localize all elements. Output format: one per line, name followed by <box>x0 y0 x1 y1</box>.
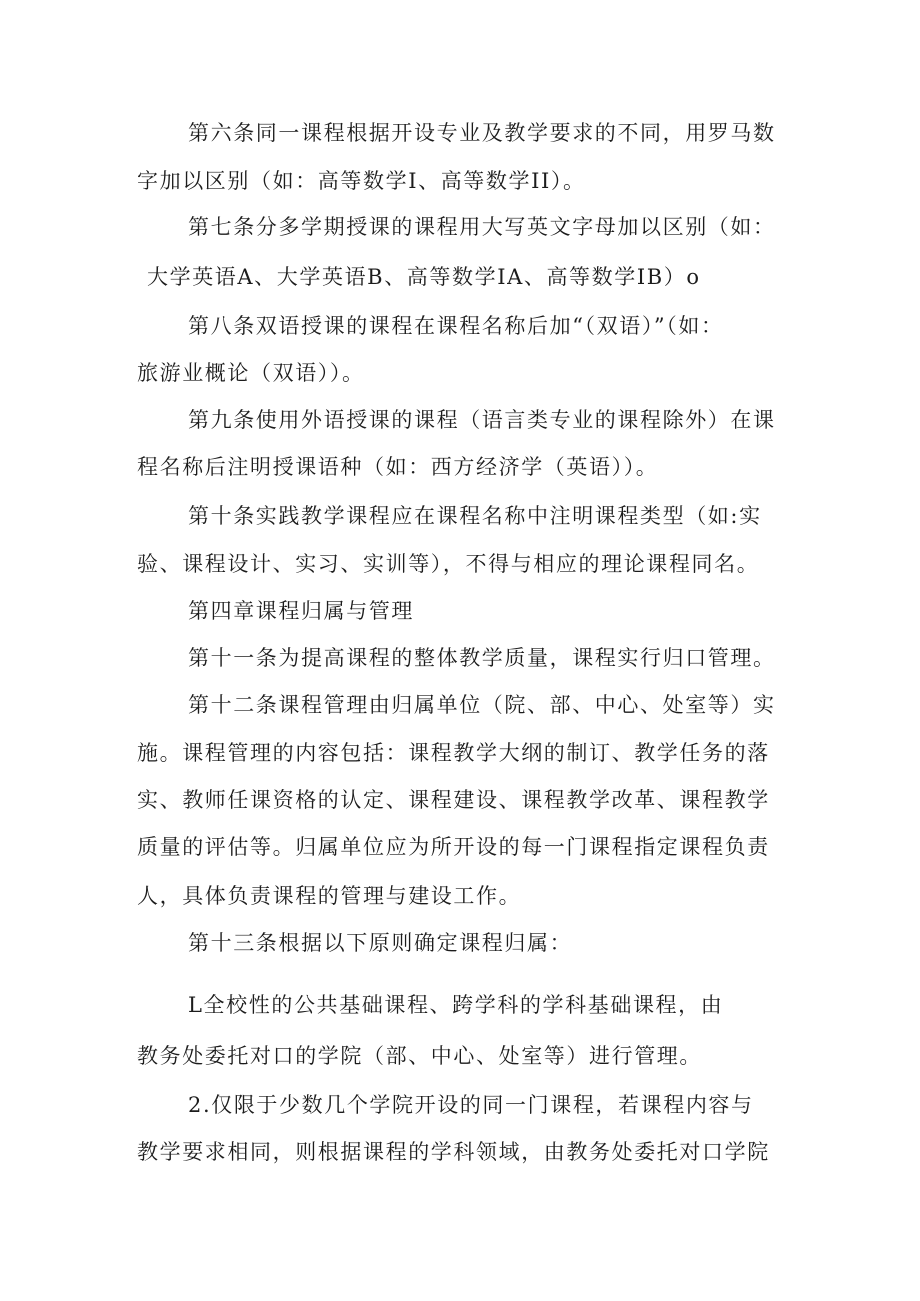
article-9-line-1: 第九条使用外语授课的课程（语言类专业的课程除外）在课 <box>188 408 776 432</box>
principle-2-line-2: 教学要求相同，则根据课程的学科领域，由教务处委托对口学院 <box>137 1140 770 1164</box>
article-13-line-1: 第十三条根据以下原则确定课程归属： <box>188 931 573 955</box>
article-12-line-3: 实、教师任课资格的认定、课程建设、课程教学改革、课程教学 <box>137 788 770 812</box>
article-6-line-2: 字加以区别（如：高等数学I、高等数学II）。 <box>137 169 586 193</box>
article-12-line-2: 施。课程管理的内容包括：课程教学大纲的制订、教学任务的落 <box>137 741 770 765</box>
article-8-line-1: 第八条双语授课的课程在课程名称后加“（双语）”（如： <box>188 314 724 338</box>
article-9-line-2: 程名称后注明授课语种（如：西方经济学（英语））。 <box>137 455 659 479</box>
article-10-line-2: 验、课程设计、实习、实训等），不得与相应的理论课程同名。 <box>137 552 760 576</box>
principle-1-line-2: 教务处委托对口的学院（部、中心、处室等）进行管理。 <box>137 1044 702 1068</box>
principle-2-line-1: 2.仅限于少数几个学院开设的同一门课程，若课程内容与 <box>188 1093 754 1117</box>
principle-1-line-1: L全校性的公共基础课程、跨学科的学科基础课程，由 <box>188 993 724 1017</box>
article-12-line-5: 人，具体负责课程的管理与建设工作。 <box>137 884 522 908</box>
article-10-line-1: 第十条实践教学课程应在课程名称中注明课程类型（如:实 <box>188 504 762 528</box>
article-7-line-2: 大学英语A、大学英语B、高等数学IA、高等数学IB）o <box>147 265 701 289</box>
chapter-4-heading: 第四章课程归属与管理 <box>188 599 414 623</box>
article-8-line-2: 旅游业概论（双语））。 <box>137 361 365 385</box>
article-12-line-4: 质量的评估等。归属单位应为所开设的每一门课程指定课程负责 <box>137 835 770 859</box>
article-11-line-1: 第十一条为提高课程的整体教学质量，课程实行归口管理。 <box>188 646 776 670</box>
article-7-line-1: 第七条分多学期授课的课程用大写英文字母加以区别（如： <box>188 215 776 239</box>
article-12-line-1: 第十二条课程管理由归属单位（院、部、中心、处室等）实 <box>188 693 776 717</box>
article-6-line-1: 第六条同一课程根据开设专业及教学要求的不同，用罗马数 <box>188 121 776 145</box>
